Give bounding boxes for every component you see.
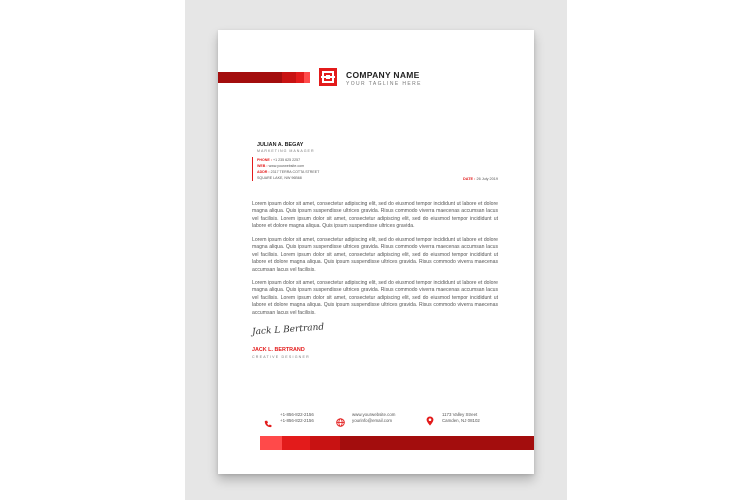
footer-phone-2: +1-856-822-2156 [280, 418, 314, 423]
body-paragraph-1: Lorem ipsum dolor sit amet, consectetur adipiscing elit, sed do eiusmod tempor incididunt ut labore et dolore magna aliqua. Quis ipsum suspendisse ultrices gravida. Risus commodo viverra maecenas accumsan lacus vel facilisis. Lorem ipsum dolor sit amet, consectetur adipiscing elit, sed do eiusmod tempor incididunt ut labore et dolore magna aliqua. Quis ipsum suspendisse ultrices gravida. [252, 201, 498, 230]
logo-icon [319, 68, 337, 86]
globe-icon [336, 414, 345, 432]
company-name: COMPANY NAME [346, 70, 420, 80]
footer-address [442, 412, 480, 424]
location-pin-icon [426, 413, 434, 431]
header-stripe-red [296, 72, 304, 83]
header-stripe-light [304, 72, 310, 83]
letterhead-page [218, 30, 534, 474]
footer-phone-1: +1-856-822-2156 [280, 412, 314, 417]
footer-stripe-red [282, 436, 310, 450]
web-label: WEB : [257, 164, 268, 168]
date-label: DATE : [463, 177, 476, 181]
signer-name: JACK L. BERTRAND [252, 347, 305, 353]
addr-row-2: SQUARE LAKE, NW 96B68 [257, 176, 302, 180]
footer-web [352, 412, 395, 424]
sender-name: JULIAN A. BEGAY [257, 142, 304, 148]
phone-label: PHONE : [257, 158, 272, 162]
phone-icon [264, 415, 272, 433]
body-paragraph-3: Lorem ipsum dolor sit amet, consectetur adipiscing elit, sed do eiusmod tempor incididunt ut labore et dolore magna aliqua. Quis ipsum suspendisse ultrices gravida. Risus commodo viverra maecenas accumsan lacus vel facilisis. Lorem ipsum dolor sit amet, consectetur adipiscing elit, sed do eiusmod tempor incididunt ut labore et dolore magna aliqua. Quis ipsum suspendisse ultrices gravida. Risus commodo viverra maecenas accumsan lacus vel facilisis. [252, 280, 498, 316]
addr-label: ADDR : [257, 170, 270, 174]
footer-email: yourinfo@email.com [352, 418, 393, 423]
sender-title: MARKETING MANAGER [257, 149, 315, 153]
footer-address-2: Camden, NJ 08102 [442, 418, 480, 423]
footer-stripe-dark [340, 436, 534, 450]
signer-role: CREATIVE DESIGNER [252, 355, 310, 359]
header-stripe-dark [218, 72, 282, 83]
addr-value: 2317 TERRA COTTA STREET [270, 170, 320, 174]
footer-stripe-light [260, 436, 282, 450]
footer-website: www.yourwebsite.com [352, 412, 396, 417]
sender-contact [252, 157, 319, 181]
footer-address-1: 1173 Valley Street [442, 412, 478, 417]
body-paragraph-2: Lorem ipsum dolor sit amet, consectetur adipiscing elit, sed do eiusmod tempor incididunt ut labore et dolore magna aliqua. Quis ipsum suspendisse ultrices gravida. Risus commodo viverra maecenas accumsan lacus vel facilisis. Lorem ipsum dolor sit amet, consectetur adipiscing elit, sed do eiusmod tempor incididunt ut labore et dolore magna aliqua. Quis ipsum suspendisse ultrices gravida. Risus commodo viverra maecenas accumsan lacus vel facilisis. [252, 237, 498, 273]
letter-date [463, 177, 498, 181]
footer-stripe-mid [310, 436, 340, 450]
date-value: 26 July 2019 [476, 177, 498, 181]
handwritten-signature: Jack L Bertrand [251, 322, 325, 338]
header-stripe-mid [282, 72, 296, 83]
phone-value: +1 235 625 2257 [272, 158, 301, 162]
company-tagline: YOUR TAGLINE HERE [346, 81, 422, 87]
footer-phone [280, 412, 314, 424]
web-value: www.yourwebsite.com [268, 164, 305, 168]
